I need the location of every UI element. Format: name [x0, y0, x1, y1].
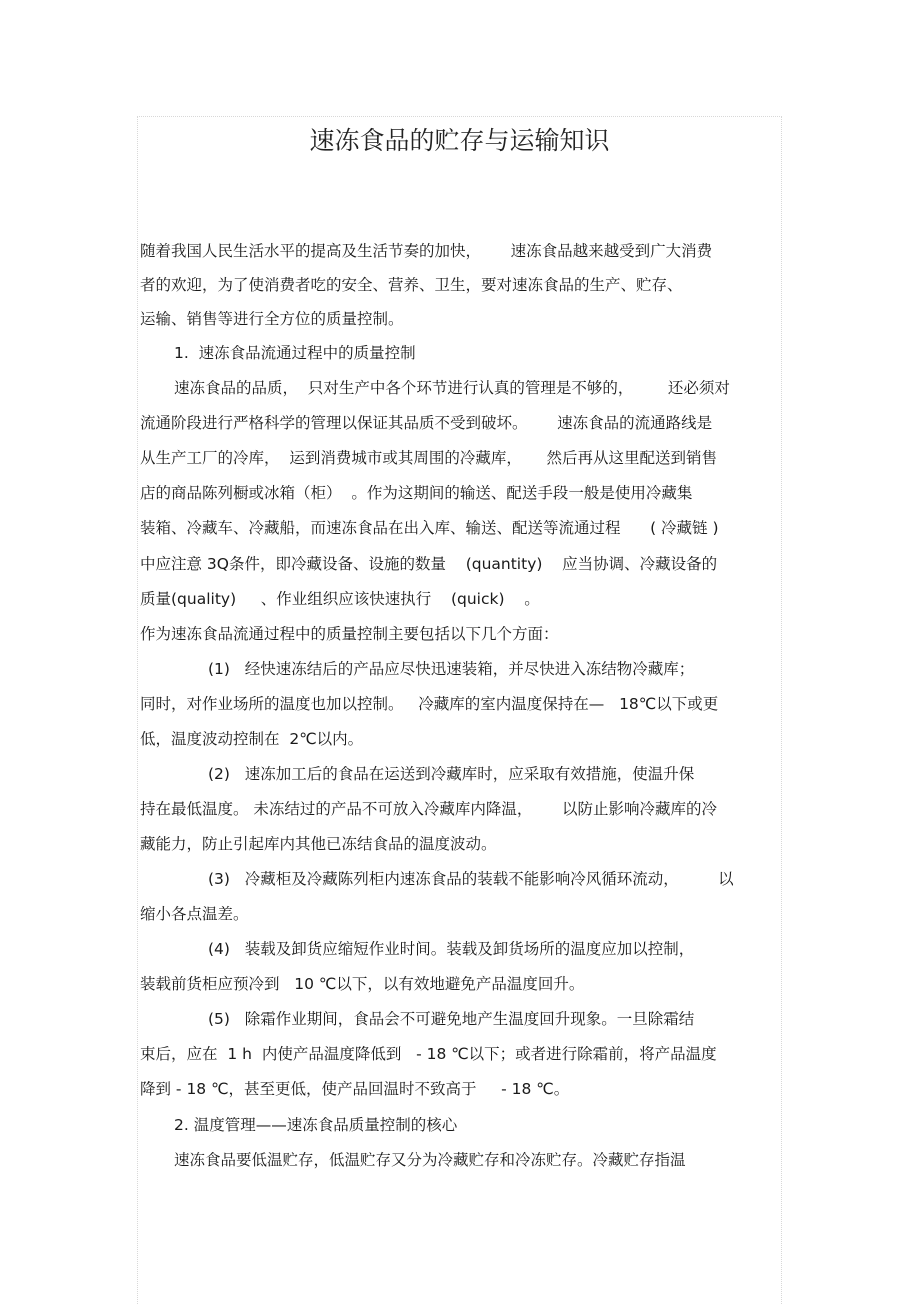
- paragraph-line: 降到 - 18 ℃，甚至更低，使产品回温时不致高于 - 18 ℃。: [140, 1080, 570, 1098]
- list-item: (3) 冷藏柜及冷藏陈列柜内速冻食品的装载不能影响冷风循环流动， 以: [208, 870, 734, 888]
- list-item: (2) 速冻加工后的食品在运送到冷藏库时，应采取有效措施，使温升保: [208, 765, 695, 783]
- paragraph-line: 流通阶段进行严格科学的管理以保证其品质不受到破坏。 速冻食品的流通路线是: [140, 414, 713, 432]
- list-item: (5) 除霜作业期间，食品会不可避免地产生温度回升现象。一旦除霜结: [208, 1010, 695, 1028]
- paragraph-line: 速冻食品要低温贮存，低温贮存又分为冷藏贮存和冷冻贮存。冷藏贮存指温: [174, 1151, 686, 1169]
- paragraph-line: 速冻食品的品质， 只对生产中各个环节进行认真的管理是不够的， 还必须对: [174, 379, 730, 397]
- paragraph-line: 装箱、冷藏车、冷藏船，而速冻食品在出入库、输送、配送等流通过程 ( 冷藏链 ): [140, 519, 719, 537]
- list-item: (1) 经快速冻结后的产品应尽快迅速装箱，并尽快进入冻结物冷藏库；: [208, 660, 695, 678]
- section-heading: 1. 速冻食品流通过程中的质量控制: [174, 344, 416, 362]
- paragraph-line: 缩小各点温差。: [140, 905, 249, 923]
- paragraph-line: 店的商品陈列橱或冰箱（柜） 。作为这期间的输送、配送手段一般是使用冷藏集: [140, 484, 693, 502]
- paragraph-line: 装载前货柜应预冷到 10 ℃以下，以有效地避免产品温度回升。: [140, 975, 585, 993]
- paragraph-line: 持在最低温度。 未冻结过的产品不可放入冷藏库内降温， 以防止影响冷藏库的冷: [140, 800, 717, 818]
- paragraph-line: 束后，应在 1 h 内使产品温度降低到 - 18 ℃以下；或者进行除霜前，将产品温度: [140, 1045, 717, 1063]
- document-title: 速冻食品的贮存与运输知识: [309, 126, 610, 155]
- document-page: [137, 116, 782, 1304]
- paragraph-line: 者的欢迎，为了使消费者吃的安全、营养、卫生，要对速冻食品的生产、贮存、: [140, 276, 683, 294]
- paragraph-line: 运输、销售等进行全方位的质量控制。: [140, 310, 404, 328]
- paragraph-line: 质量(quality) 、作业组织应该快速执行 (quick) 。: [140, 590, 540, 608]
- section-heading: 2. 温度管理——速冻食品质量控制的核心: [174, 1116, 458, 1134]
- paragraph-line: 藏能力，防止引起库内其他已冻结食品的温度波动。: [140, 835, 497, 853]
- paragraph-line: 从生产工厂的冷库， 运到消费城市或其周围的冷藏库， 然后再从这里配送到销售: [140, 449, 717, 467]
- paragraph-line: 同时，对作业场所的温度也加以控制。 冷藏库的室内温度保持在— 18℃以下或更: [140, 695, 719, 713]
- paragraph-line: 低，温度波动控制在 2℃以内。: [140, 730, 364, 748]
- paragraph-line: 作为速冻食品流通过程中的质量控制主要包括以下几个方面：: [140, 625, 559, 643]
- paragraph-line: 中应注意 3Q条件，即冷藏设备、设施的数量 (quantity) 应当协调、冷藏设备的: [140, 555, 718, 573]
- list-item: (4) 装载及卸货应缩短作业时间。装载及卸货场所的温度应加以控制，: [208, 940, 695, 958]
- paragraph-line: 随着我国人民生活水平的提高及生活节奏的加快， 速冻食品越来越受到广大消费: [140, 242, 713, 260]
